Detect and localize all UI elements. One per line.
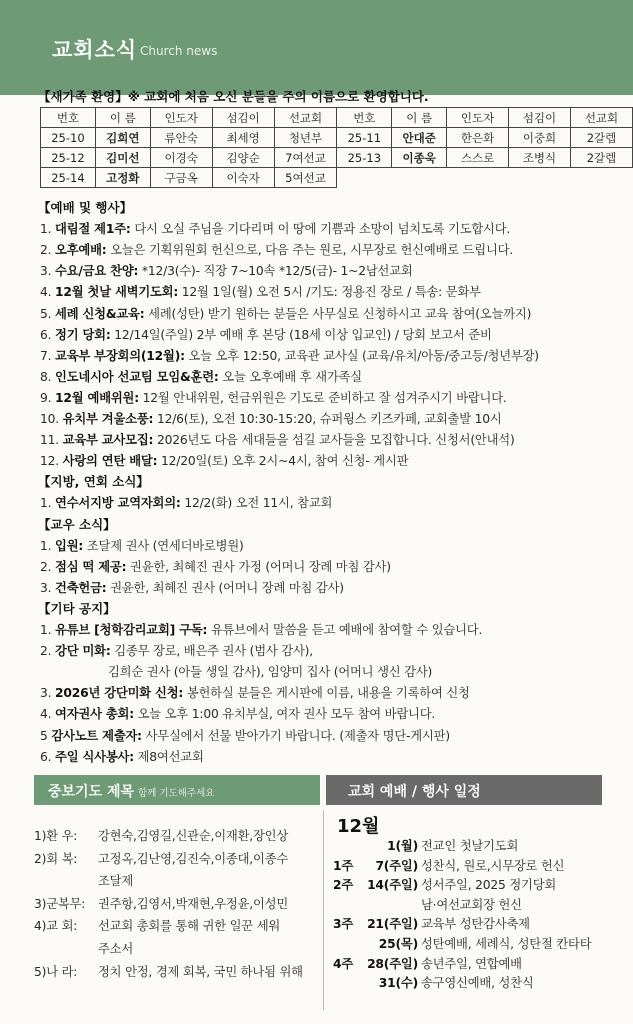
- item-number: 1.: [40, 538, 56, 553]
- item-label: 점심 떡 제공:: [55, 559, 127, 574]
- table-header-cell: 섬김이: [212, 108, 274, 128]
- other-item: [40, 620, 482, 638]
- item-number: 4.: [40, 707, 56, 722]
- prayer-text: 조달제: [98, 874, 134, 889]
- item-text: 2026년도 다음 세대들을 섬길 교사들을 모집합니다. 신청서(안내석): [153, 433, 515, 448]
- other-item: [40, 683, 470, 701]
- table-cell: 김미선: [95, 148, 150, 168]
- item-text: 다시 오실 주님을 기다리며 이 땅에 기쁨과 소망이 넘치도록 기도합시다.: [130, 222, 511, 237]
- worship-item: [40, 451, 408, 469]
- table-cell: 김희연: [95, 128, 150, 148]
- table-cell: 2갈렙: [570, 148, 632, 168]
- table-cell: 25-10: [41, 128, 96, 148]
- schedule-title: 교회 예배 / 행사 일정: [348, 784, 481, 800]
- table-header-cell: 번호: [41, 108, 96, 128]
- schedule-date: 31(수): [378, 976, 418, 991]
- table-cell: 이중희: [509, 128, 571, 148]
- item-label: 건축헌금:: [55, 580, 107, 595]
- item-text: 오늘 오후 1:00 유치부실, 여자 권사 모두 참여 바랍니다.: [133, 707, 436, 722]
- worship-item: [40, 282, 481, 300]
- table-header-cell: 선교회: [274, 108, 337, 128]
- table-cell: 25-11: [337, 128, 392, 148]
- table-cell: 7여선교: [274, 148, 337, 168]
- other-item: [40, 726, 450, 744]
- item-text: 12/2(화) 오전 11시, 참교회: [180, 496, 333, 511]
- table-cell: 고정화: [95, 168, 150, 188]
- table-cell: 이숙자: [212, 168, 274, 188]
- item-number: 12.: [40, 454, 63, 469]
- prayer-header: [34, 775, 320, 805]
- table-cell: [392, 168, 447, 188]
- item-text: 12/14일(주일) 2부 예배 후 본당 (18세 이상 입교인) / 당회 보고서 준비: [110, 327, 492, 342]
- item-label: 사랑의 연탄 배달:: [62, 454, 158, 469]
- table-cell: 이종욱: [392, 148, 447, 168]
- item-number: 10.: [40, 412, 63, 426]
- table-header-cell: 섬김이: [509, 108, 571, 128]
- item-label: 수요/금요 찬양:: [55, 264, 139, 279]
- table-row: [41, 148, 633, 168]
- newcomer-table: [40, 107, 633, 188]
- item-label: 대림절 제1주:: [55, 222, 131, 237]
- prayer-label: 4)교 회:: [34, 919, 78, 934]
- header-banner: [0, 0, 633, 95]
- table-cell: 김양순: [212, 148, 274, 168]
- worship-item: [40, 367, 362, 385]
- item-text: 세례(성탄) 받기 원하는 분들은 사무실로 신청하시고 교육 참여(오늘까지): [144, 306, 532, 321]
- schedule-date: 28(주일): [367, 956, 418, 971]
- members-heading: 【교우 소식】: [38, 516, 116, 532]
- item-text: 김종무 장로, 배은주 권사 (범사 감사),: [110, 644, 313, 659]
- item-text: 12월 1일(월) 오전 5시 /기도: 정용진 장로 / 특송: 문화부: [178, 285, 481, 300]
- item-text: *12/3(수)- 직장 7~10속 *12/5(금)- 1~2남선교회: [138, 264, 413, 279]
- prayer-title: 중보기도 제목: [48, 784, 135, 800]
- item-text: 사무실에서 선물 받아가기 바랍니다. (제출자 명단-게시판): [141, 728, 450, 743]
- worship-heading: 【예배 및 행사】: [38, 200, 133, 215]
- item-label: 세례 신청&교육:: [55, 306, 145, 321]
- prayer-text: 고정옥,김난영,김진숙,이종대,이종수: [98, 851, 289, 866]
- schedule-date: 21(주일): [367, 917, 418, 932]
- item-label: 12월 첫날 새벽기도회:: [55, 285, 179, 300]
- worship-item: [40, 261, 413, 279]
- table-cell: [337, 168, 392, 188]
- item-number: 6.: [40, 327, 56, 342]
- page-title: 교회소식: [52, 38, 138, 62]
- item-number: 4.: [40, 285, 56, 300]
- table-cell: 25-13: [337, 148, 392, 168]
- newcomer-heading: 【새가족 환영】※ 교회에 처음 오신 분들을 주의 이름으로 환영합니다.: [38, 89, 429, 104]
- prayer-text: 주소서: [98, 942, 134, 956]
- item-number: 3.: [40, 686, 56, 701]
- schedule-date: 25(목): [378, 937, 418, 951]
- worship-item: [40, 346, 539, 364]
- item-label: 2026년 강단미화 신청:: [55, 686, 184, 701]
- item-number: 9.: [40, 390, 56, 405]
- item-text: 봉헌하실 분들은 게시판에 이름, 내용을 기록하여 신청: [183, 686, 470, 701]
- item-label: 오후예배:: [55, 243, 107, 258]
- item-label: 교육부 교사모집:: [62, 433, 154, 448]
- table-cell: 조병식: [509, 148, 571, 168]
- schedule-week: 2주: [333, 878, 354, 893]
- item-number: 2.: [40, 559, 56, 574]
- worship-item: [40, 430, 515, 448]
- item-number: 3.: [40, 264, 56, 279]
- item-text: 권윤한, 최혜진 권사 (어머니 장례 마침 감사): [106, 580, 344, 595]
- item-text: 김희순 권사 (아들 생일 감사), 임양미 집사 (어머니 생신 감사): [108, 665, 433, 680]
- item-number: 8.: [40, 369, 56, 384]
- prayer-text: 강현숙,김영길,신관순,이재환,장인상: [98, 829, 289, 843]
- item-label: 12월 예배위원:: [55, 390, 139, 405]
- schedule-header: [326, 775, 602, 805]
- table-cell: 안대준: [392, 128, 447, 148]
- item-number: 2.: [40, 243, 56, 258]
- other-item: [40, 641, 313, 659]
- table-header-cell: 이 름: [95, 108, 150, 128]
- item-text: 오늘 오후 12:50, 교육관 교사실 (교육/유치/아동/중고등/청년부장): [184, 348, 539, 363]
- table-cell: 25-14: [41, 168, 96, 188]
- table-cell: 이경숙: [150, 148, 212, 168]
- schedule-week: 4주: [333, 956, 354, 971]
- item-text: 12월 안내위원, 헌금위원은 기도로 준비하고 잘 섬겨주시기 바랍니다.: [138, 390, 507, 405]
- item-text: 12/6(토), 오전 10:30-15:20, 슈퍼윙스 키즈카페, 교회출발 10시: [153, 412, 502, 426]
- item-text: 12/20일(토) 오후 2시~4시, 참여 신청- 게시판: [157, 454, 409, 469]
- table-cell: 25-12: [41, 148, 96, 168]
- members-item: [40, 536, 244, 554]
- table-cell: 5여선교: [274, 168, 337, 188]
- table-header-cell: 인도자: [150, 108, 212, 128]
- schedule-text: 송년주일, 연합예배: [421, 956, 522, 971]
- item-label: 정기 당회:: [55, 327, 111, 342]
- item-number: 1.: [40, 222, 56, 237]
- table-cell: [447, 168, 509, 188]
- item-number: 5.: [40, 306, 56, 321]
- table-cell: 스스로: [447, 148, 509, 168]
- worship-item: [40, 304, 531, 322]
- item-label: 유치부 겨울소풍:: [62, 412, 154, 426]
- other-item: [108, 662, 432, 680]
- page-subtitle: Church news: [140, 44, 218, 58]
- item-number: 11.: [40, 433, 63, 448]
- schedule-text: 송구영신예배, 성찬식: [421, 976, 534, 991]
- district-heading: 【지방, 연회 소식】: [38, 474, 149, 490]
- table-row: [41, 128, 633, 148]
- schedule-text: 성서주일, 2025 정기당회: [421, 878, 557, 893]
- item-label: 연수서지방 교역자회의:: [55, 496, 181, 511]
- worship-item: [40, 240, 513, 258]
- schedule-date: 14(주일): [367, 878, 418, 893]
- item-number: 5: [40, 728, 52, 743]
- schedule-date: 7(주일): [375, 858, 418, 873]
- item-text: 조달제 권사 (연세더바로병원): [83, 538, 244, 553]
- item-number: 2.: [40, 644, 56, 659]
- table-cell: 류안숙: [150, 128, 212, 148]
- table-header-cell: 이 름: [392, 108, 447, 128]
- item-label: 여자권사 총회:: [55, 707, 134, 722]
- prayer-text: 정치 안정, 경제 회복, 국민 하나됨 위해: [98, 964, 303, 979]
- prayer-label: 5)나 라:: [34, 964, 78, 979]
- item-number: 1.: [40, 623, 56, 637]
- schedule-week: 3주: [333, 917, 354, 932]
- table-cell: 최세영: [212, 128, 274, 148]
- table-cell: 구금옥: [150, 168, 212, 188]
- prayer-text: 선교회 총회를 통해 귀한 일꾼 세워: [98, 919, 281, 934]
- schedule-date: 1(월): [387, 839, 418, 853]
- table-header-row: [41, 108, 633, 128]
- table-header-cell: 번호: [337, 108, 392, 128]
- item-text: 오늘 오후예배 후 새가족실: [218, 369, 362, 384]
- prayer-label: 2)회 복:: [34, 851, 78, 866]
- worship-item: [40, 388, 507, 406]
- item-text: 권윤한, 최혜진 권사 가정 (어머니 장례 마침 감사): [126, 559, 391, 574]
- column-divider: [323, 810, 324, 1010]
- members-item: [40, 557, 391, 575]
- item-label: 주일 식사봉사:: [55, 749, 134, 764]
- schedule-text: 전교인 첫날기도회: [421, 839, 519, 853]
- item-label: 인도네시아 선교팀 모임&훈련:: [55, 369, 219, 384]
- table-header-cell: 인도자: [447, 108, 509, 128]
- table-cell: 청년부: [274, 128, 337, 148]
- item-text: 오늘은 기획위원회 헌신으로, 다음 주는 원로, 시무장로 헌신예배로 드립니다.: [106, 243, 514, 258]
- schedule-month: 12월: [337, 816, 380, 837]
- members-item: [40, 578, 344, 596]
- prayer-subtitle: 함께 기도해주세요: [138, 788, 215, 799]
- prayer-label: 3)군복무:: [34, 896, 86, 911]
- item-text: 제8여선교회: [133, 749, 204, 764]
- item-label: 강단 미화:: [55, 644, 111, 659]
- item-number: 7.: [40, 348, 56, 363]
- schedule-week: 1주: [333, 858, 354, 873]
- item-label: 감사노트 제출자:: [51, 728, 142, 743]
- item-label: 교육부 부장회의(12월):: [55, 348, 185, 363]
- table-header-cell: 선교회: [570, 108, 632, 128]
- worship-item: [40, 325, 492, 343]
- other-item: [40, 704, 435, 722]
- item-number: 3.: [40, 580, 56, 595]
- prayer-label: 1)환 우:: [34, 829, 78, 843]
- schedule-text: 성찬식, 원로,시무장로 헌신: [421, 858, 565, 873]
- table-cell: 2갈렙: [570, 128, 632, 148]
- schedule-text: 성탄예배, 세례식, 성탄절 칸타타: [421, 937, 592, 951]
- item-label: 유튜브 [청학감리교회] 구독:: [55, 623, 208, 637]
- item-text: 유튜브에서 말씀을 듣고 예배에 참여할 수 있습니다.: [207, 623, 483, 637]
- table-row: [41, 168, 633, 188]
- table-cell: [509, 168, 571, 188]
- item-number: 1.: [40, 496, 56, 511]
- worship-item: [40, 409, 502, 427]
- item-label: 입원:: [55, 538, 84, 553]
- district-item: [40, 493, 332, 511]
- other-heading: 【기타 공지】: [38, 600, 116, 616]
- schedule-text: 남·여선교회장 헌신: [421, 897, 522, 912]
- schedule-text: 교육부 성탄감사축제: [421, 917, 530, 932]
- worship-item: [40, 219, 510, 237]
- table-cell: [570, 168, 632, 188]
- prayer-text: 권주항,김영서,박재현,우정윤,이성민: [98, 896, 289, 911]
- item-number: 6.: [40, 749, 56, 764]
- other-item: [40, 747, 204, 765]
- table-cell: 한은화: [447, 128, 509, 148]
